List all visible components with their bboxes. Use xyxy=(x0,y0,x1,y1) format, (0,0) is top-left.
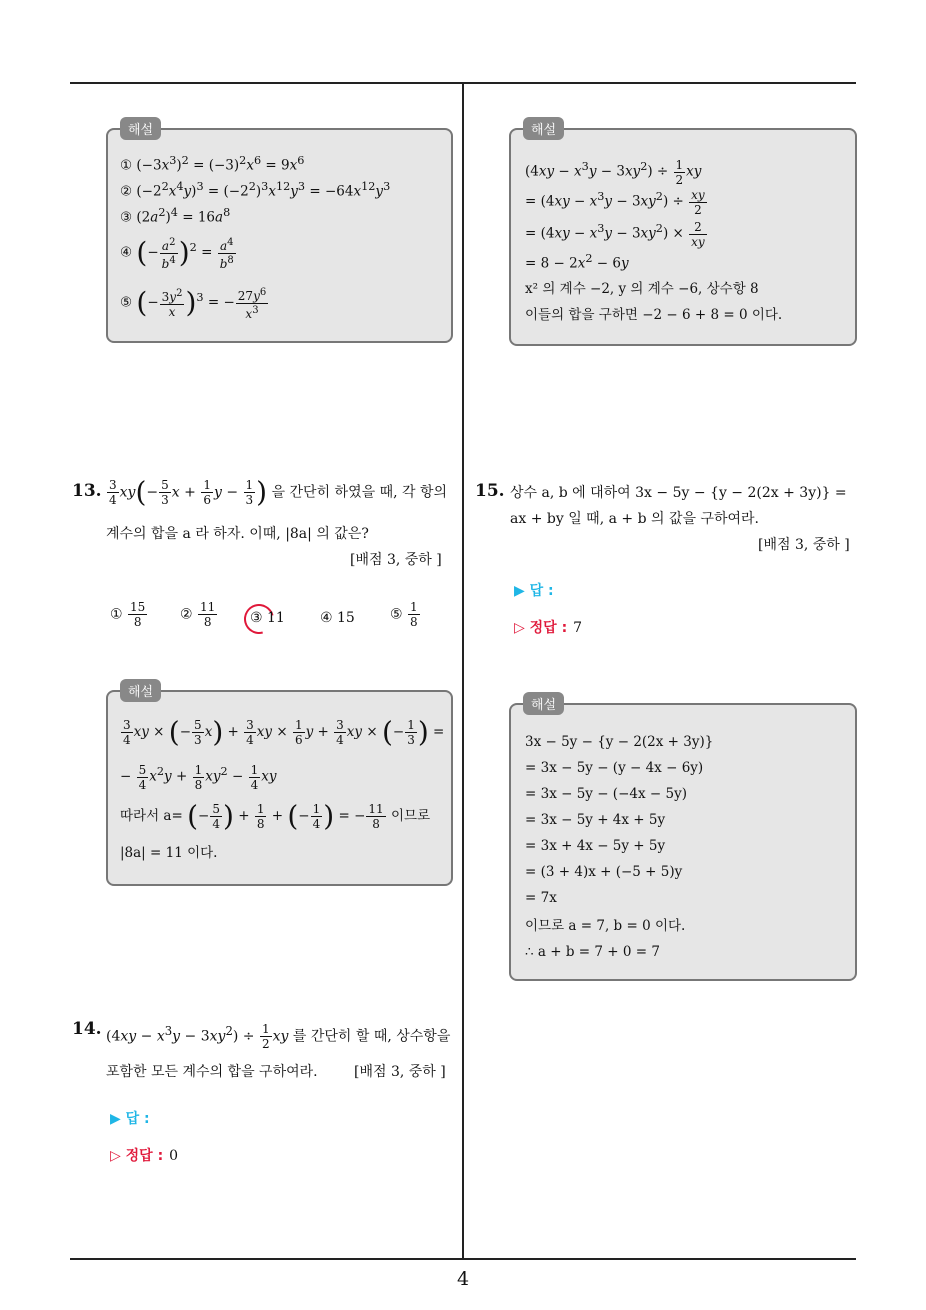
sol14-line-1: $(4xy - x^3y - 3xy^2)$ ÷ $\frac{1}{2}$ xy xyxy=(525,157,702,187)
solution-tag: 해설 xyxy=(120,679,161,702)
sol12-line-4: ④ (− $\frac{a^2}{b^4}$ )$^2$ = $\frac{a^4}{b^8}$ xyxy=(120,236,234,271)
sol14-line-3: = $(4xy - x^3y - 3xy^2)$ × $\frac{2}{xy}$ xyxy=(525,219,705,249)
question-13-number: 13. xyxy=(72,481,102,501)
sol15-line-9: ∴ a + b = 7 + 0 = 7 xyxy=(525,944,660,960)
sol12-line-1: ① $(-3x^3)^2 = (-3)^2x^6 = 9x^6$ xyxy=(120,154,305,174)
question-15-text-1: 상수 a, b 에 대하여 3x − 5y − {y − 2(2x + 3y)} = xyxy=(510,485,847,501)
sol14-line-4: = $8 - 2x^2 - 6y$ xyxy=(525,252,629,272)
bottom-rule xyxy=(70,1258,856,1260)
sol13-line-4: |8a| = 11 이다. xyxy=(120,845,218,861)
solution-box-15 xyxy=(509,698,857,981)
solution-tag: 해설 xyxy=(120,117,161,140)
sol14-line-6: 이들의 합을 구하면 −2 − 6 + 8 = 0 이다. xyxy=(525,307,783,323)
solution-box-13 xyxy=(106,685,453,886)
solution-box-14 xyxy=(509,123,857,346)
sol12-line-2: ② $(-2^2x^4y)^3 = (-2^2)^3x^{12}y^3 = -64x^{12}y^3$ xyxy=(120,180,391,200)
page-number: 4 xyxy=(456,1268,470,1290)
sol14-line-2: = $(4xy - x^3y - 3xy^2)$ ÷ $\frac{xy}{2}$ xyxy=(525,187,705,217)
question-14-answer-label: ▶ 답 : xyxy=(110,1111,150,1127)
question-15-correct: ▷ 정답 : 7 xyxy=(514,620,583,636)
question-15-meta: [배점 3, 중하 ] xyxy=(758,537,850,553)
sol15-line-5: = 3x + 4x − 5y + 5y xyxy=(525,838,666,854)
sol13-line-3: 따라서 a= (− $\frac{5}{4}$ ) + $\frac{1}{8}$ + (− $\frac{1}{4}$ ) = − $\frac{11}{8}$ 이므로 xyxy=(120,799,431,833)
choice-1[interactable]: ① $\frac{15}{8}$ xyxy=(110,600,146,629)
question-13-expression: $\frac{3}{4}$ xy(− $\frac{5}{3}$ x + $\frac{1}{6}$ y − $\frac{1}{3}$ ) 을 간단히 하였을 때, 각 항의 xyxy=(109,475,448,509)
question-13-text-1: 을 간단히 하였을 때, 각 항의 xyxy=(271,484,448,501)
solution-tag: 해설 xyxy=(523,117,564,140)
question-15-number: 15. xyxy=(475,481,505,501)
sol14-line-5: x² 의 계수 −2, y 의 계수 −6, 상수항 8 xyxy=(525,281,759,297)
sol15-line-4: = 3x − 5y + 4x + 5y xyxy=(525,812,666,828)
column-divider xyxy=(462,82,464,1258)
question-14-text-2: 포함한 모든 계수의 합을 구하여라. xyxy=(106,1064,318,1080)
choice-5[interactable]: ⑤ $\frac{1}{8}$ xyxy=(390,600,418,629)
question-13-text-2: 계수의 합을 a 라 하자. 이때, |8a| 의 값은? xyxy=(106,526,369,542)
question-14-meta: [배점 3, 중하 ] xyxy=(354,1064,446,1080)
sol12-line-3: ③ $(2a^2)^4 = 16a^8$ xyxy=(120,206,231,226)
sol15-line-3: = 3x − 5y − (−4x − 5y) xyxy=(525,786,687,802)
sol12-line-5: ⑤ (− $\frac{3y^2}{x}$ )$^3$ = − $\frac{27y^6}{x^3}$ xyxy=(120,286,267,321)
question-13-meta: [배점 3, 중하 ] xyxy=(350,552,442,568)
question-15-text-2: ax + by 일 때, a + b 의 값을 구하여라. xyxy=(510,511,760,527)
question-14-text-1: $(4xy - x^3y - 3xy^2)$ ÷ $\frac{1}{2}$ xy 를 간단히 할 때, 상수항을 xyxy=(106,1022,451,1052)
sol15-line-6: = (3 + 4)x + (−5 + 5)y xyxy=(525,864,683,880)
sol15-line-8: 이므로 a = 7, b = 0 이다. xyxy=(525,918,686,934)
sol13-line-2: − $\frac{5}{4}$ $x^2y$ + $\frac{1}{8}$ $xy^2$ − $\frac{1}{4}$ xy xyxy=(120,762,277,792)
question-14-correct: ▷ 정답 : 0 xyxy=(110,1148,179,1164)
sol13-line-1: $\frac{3}{4}$ xy × (− $\frac{5}{3}$ x) + $\frac{3}{4}$ xy × $\frac{1}{6}$ y + $\frac{3}{4}$ xy × (− $\frac{1}{3}$ ) = xyxy=(123,715,445,749)
sol15-line-2: = 3x − 5y − (y − 4x − 6y) xyxy=(525,760,704,776)
choice-3[interactable]: ③ 11 xyxy=(250,610,285,626)
solution-box-12 xyxy=(106,123,453,343)
question-14-number: 14. xyxy=(72,1019,102,1039)
sol15-line-1: 3x − 5y − {y − 2(2x + 3y)} xyxy=(525,734,714,750)
choice-2[interactable]: ② $\frac{11}{8}$ xyxy=(180,600,216,629)
question-15-answer-label: ▶ 답 : xyxy=(514,583,554,599)
choice-4[interactable]: ④ 15 xyxy=(320,610,355,626)
solution-tag: 해설 xyxy=(523,692,564,715)
sol15-line-7: = 7x xyxy=(525,890,557,906)
